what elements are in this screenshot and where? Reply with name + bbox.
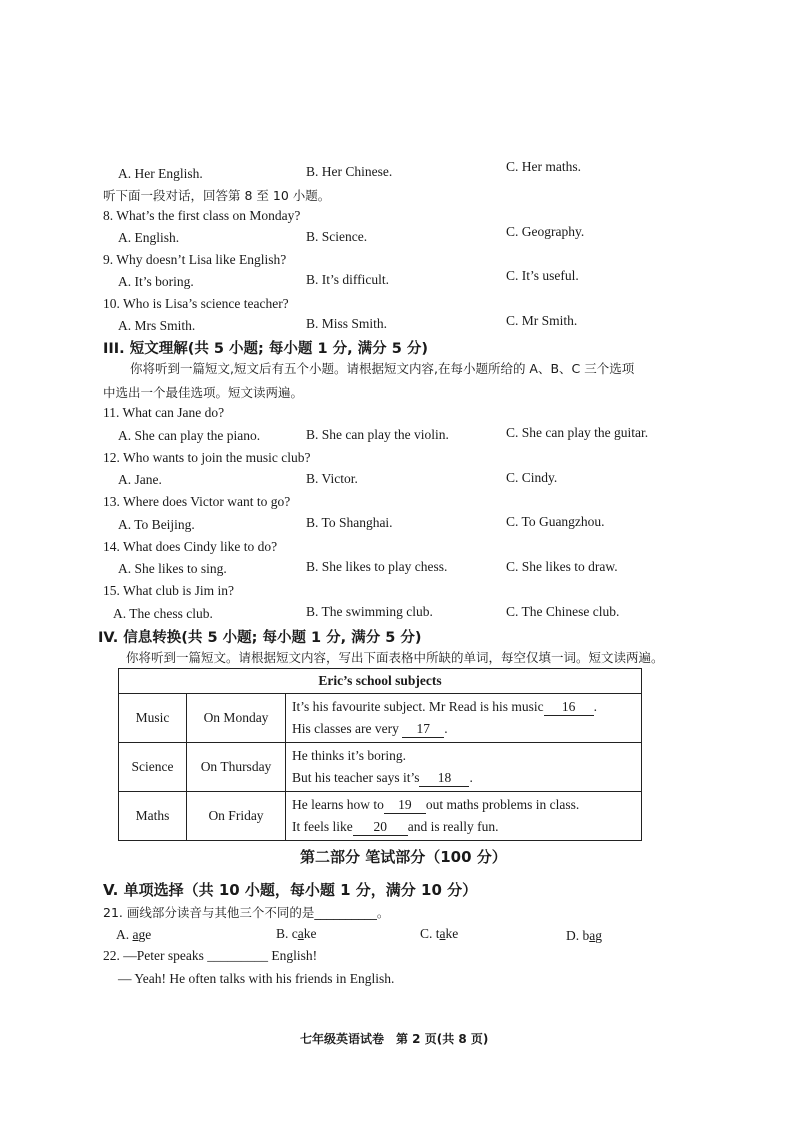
section-4-instruction: 你将听到一篇短文。请根据短文内容，写出下面表格中所缺的单词，每空仅填一词。短文读两遍。 (126, 650, 664, 665)
question-8: 8. What’s the first class on Monday? (103, 208, 301, 223)
q13-option-c: C. To Guangzhou. (506, 514, 605, 529)
q9-option-c: C. It’s useful. (506, 268, 579, 283)
q7-option-a: A. Her English. (118, 166, 203, 181)
desc-text: . (593, 699, 597, 714)
option-text: C. t (420, 926, 440, 941)
underlined-letter: a (132, 927, 139, 942)
desc-text: and is really fun. (407, 819, 499, 834)
option-text: ke (445, 926, 459, 941)
question-15: 15. What club is Jim in? (103, 583, 234, 598)
description-cell (286, 792, 642, 841)
section-3-instruction-line2: 中选出一个最佳选项。短文读两遍。 (103, 385, 304, 400)
question-12: 12. Who wants to join the music club? (103, 450, 311, 465)
underlined-letter: a (589, 928, 596, 943)
q7-option-b: B. Her Chinese. (306, 164, 393, 179)
q11-option-c: C. She can play the guitar. (506, 425, 649, 440)
desc-text: He thinks it’s boring. (292, 748, 406, 763)
q21-option-a (116, 927, 151, 943)
desc-text: . (469, 770, 473, 785)
subject-cell: Maths (119, 792, 187, 841)
blank-18: 18 (419, 770, 469, 787)
blank-17: 17 (402, 721, 444, 738)
desc-text: . (444, 721, 448, 736)
q12-option-b: B. Victor. (306, 471, 358, 486)
q21-option-c (420, 926, 458, 942)
question-text: 22. —Peter speaks (103, 948, 204, 963)
day-cell: On Thursday (187, 743, 286, 792)
q8-option-a: A. English. (118, 230, 180, 245)
question-14: 14. What does Cindy like to do? (103, 539, 278, 554)
option-text: ge (138, 927, 152, 942)
blank-20: 20 (353, 819, 408, 836)
q13-option-a: A. To Beijing. (118, 517, 195, 532)
info-table (118, 668, 642, 841)
part-2-title: 第二部分 笔试部分（100 分） (300, 848, 507, 866)
question-text: English! (271, 948, 318, 963)
q10-option-c: C. Mr Smith. (506, 313, 578, 328)
blank-16: 16 (544, 699, 594, 716)
question-10: 10. Who is Lisa’s science teacher? (103, 296, 289, 311)
section-4-title: IV. 信息转换(共 5 小题; 每小题 1 分, 满分 5 分) (98, 630, 422, 646)
instruction-8-10: 听下面一段对话，回答第 8 至 10 小题。 (103, 188, 331, 203)
table-row-science (119, 743, 642, 792)
option-text: A. (116, 927, 133, 942)
table-row-maths (119, 792, 642, 841)
q11-option-b: B. She can play the violin. (306, 427, 449, 442)
q14-option-b: B. She likes to play chess. (306, 559, 448, 574)
answer-blank: _________ (207, 948, 268, 963)
option-text: g (595, 928, 602, 943)
question-13: 13. Where does Victor want to go? (103, 494, 291, 509)
table-row-music (119, 694, 642, 743)
description-cell (286, 743, 642, 792)
subject-cell: Science (119, 743, 187, 792)
desc-text: His classes are very (292, 721, 399, 736)
section-3-instruction-line1: 你将听到一篇短文,短文后有五个小题。请根据短文内容,在每小题所给的 A、B、C 三个选项 (130, 361, 635, 376)
subject-cell: Music (119, 694, 187, 743)
q11-option-a: A. She can play the piano. (118, 428, 261, 443)
q12-option-a: A. Jane. (118, 472, 162, 487)
underlined-letter: a (297, 926, 304, 941)
desc-text: out maths problems in class. (425, 797, 580, 812)
question-22-reply: — Yeah! He often talks with his friends in English. (118, 971, 395, 986)
q10-option-b: B. Miss Smith. (306, 316, 388, 331)
q21-option-d (566, 928, 602, 944)
q9-option-a: A. It’s boring. (118, 274, 194, 289)
section-5-title: V. 单项选择（共 10 小题，每小题 1 分，满分 10 分） (103, 881, 478, 899)
q8-option-b: B. Science. (306, 229, 368, 244)
option-text: ke (303, 926, 317, 941)
q14-option-c: C. She likes to draw. (506, 559, 618, 574)
blank-19: 19 (384, 797, 426, 814)
question-11: 11. What can Jane do? (103, 405, 225, 420)
option-text: D. b (566, 928, 590, 943)
q10-option-a: A. Mrs Smith. (118, 318, 196, 333)
q21-option-b (276, 926, 317, 942)
day-cell: On Monday (187, 694, 286, 743)
q12-option-c: C. Cindy. (506, 470, 558, 485)
q15-option-c: C. The Chinese club. (506, 604, 620, 619)
option-text: B. c (276, 926, 298, 941)
question-21: 21. 画线部分读音与其他三个不同的是__________。 (103, 905, 390, 920)
question-9: 9. Why doesn’t Lisa like English? (103, 252, 287, 267)
q9-option-b: B. It’s difficult. (306, 272, 389, 287)
q8-option-c: C. Geography. (506, 224, 585, 239)
q15-option-b: B. The swimming club. (306, 604, 433, 619)
table-caption: Eric’s school subjects (119, 669, 642, 694)
q13-option-b: B. To Shanghai. (306, 515, 393, 530)
q15-option-a: A. The chess club. (113, 606, 213, 621)
desc-text: It’s his favourite subject. Mr Read is his music (292, 699, 544, 714)
desc-text: It feels like (292, 819, 353, 834)
q7-option-c: C. Her maths. (506, 159, 581, 174)
desc-text: He learns how to (292, 797, 384, 812)
day-cell: On Friday (187, 792, 286, 841)
desc-text: But his teacher says it’s (292, 770, 420, 785)
underlined-letter: a (439, 926, 446, 941)
q14-option-a: A. She likes to sing. (118, 561, 227, 576)
question-22 (103, 948, 317, 964)
description-cell (286, 694, 642, 743)
page-footer: 七年级英语试卷 第 2 页(共 8 页) (300, 1032, 489, 1046)
section-3-title: III. 短文理解(共 5 小题; 每小题 1 分, 满分 5 分) (103, 341, 428, 357)
